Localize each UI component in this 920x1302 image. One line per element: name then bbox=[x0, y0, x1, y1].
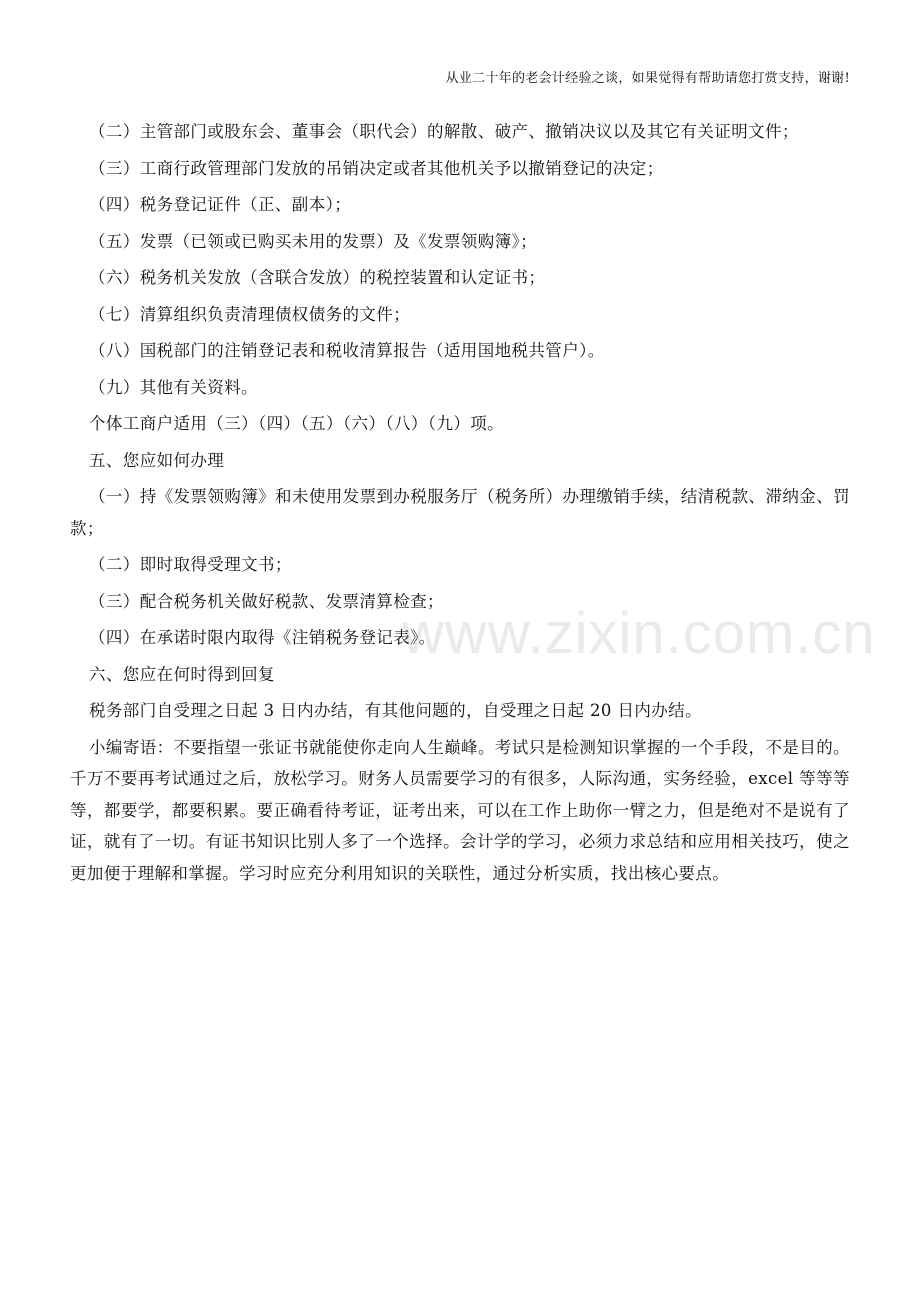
section-heading-6: 六、您应在何时得到回复 bbox=[89, 664, 275, 684]
list-item-3: （三）工商行政管理部门发放的吊销决定或者其他机关予以撤销登记的决定； bbox=[89, 158, 664, 178]
watermark: www.zixin.com.cn bbox=[402, 601, 876, 666]
list-item-5: （五）发票（已领或已购买未用的发票）及《发票领购簿》； bbox=[89, 231, 538, 251]
section-heading-5: 五、您应如何办理 bbox=[89, 450, 225, 470]
step-2: （二）即时取得受理文书； bbox=[89, 555, 292, 574]
list-item-4: （四）税务登记证件（正、副本）； bbox=[89, 195, 352, 214]
step-4: （四）在承诺时限内取得《注销税务登记表》。 bbox=[89, 628, 436, 647]
step-1: （一）持《发票领购簿》和未使用发票到办税服务厅（税务所）办理缴销手续，结清税款、滞纳金、罚款； bbox=[70, 487, 850, 538]
editor-note: 小编寄语：不要指望一张证书就能使你走向人生巅峰。考试只是检测知识掌握的一个手段，不是目的。千万不要再考试通过之后，放松学习。财务人员需要学习的有很多，人际沟通，实务经验，excel 等等等等，都要学，都要积累。要正确看待考证，证考出来，可以在工作上助你一臂之力，但是绝对不是说有了证，就有了一切。有证书知识比别人多了一个选择。会计学的学习，必须力求总结和应用相关技巧，使之更加便于理解和掌握。学习时应充分利用知识的关联性，通过分析实质，找出核心要点。 bbox=[70, 737, 850, 883]
list-item-9: （九）其他有关资料。 bbox=[89, 377, 258, 397]
list-item-7: （七）清算组织负责清理债权债务的文件； bbox=[89, 304, 411, 324]
list-item-6: （六）税务机关发放（含联合发放）的税控装置和认定证书； bbox=[89, 268, 546, 287]
reply-time: 税务部门自受理之日起 3 日内办结，有其他问题的，自受理之日起 20 日内办结。 bbox=[89, 701, 702, 720]
list-item-8: （八）国税部门的注销登记表和税收清算报告（适用国地税共管户）。 bbox=[89, 341, 605, 360]
applicability-note: 个体工商户适用（三）（四）（五）（六）（八）（九）项。 bbox=[89, 414, 505, 433]
header-note: 从业二十年的老会计经验之谈，如果觉得有帮助请您打赏支持，谢谢! bbox=[445, 71, 850, 86]
document-body bbox=[70, 116, 850, 894]
step-3: （三）配合税务机关做好税款、发票清算检查； bbox=[89, 591, 444, 611]
list-item-2: （二）主管部门或股东会、董事会（职代会）的解散、破产、撤销决议以及其它有关证明文件； bbox=[89, 122, 799, 141]
